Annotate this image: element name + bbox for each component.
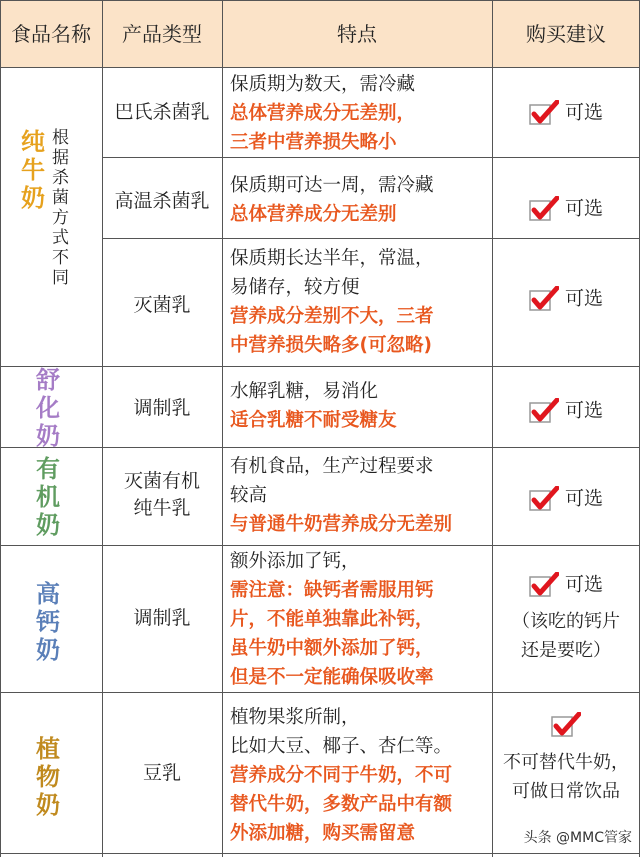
feature-line: 额外添加了钙，: [230, 551, 360, 572]
check-mark-icon: [529, 196, 559, 222]
feature-text: [230, 452, 492, 539]
row-divider: [102, 238, 640, 239]
feature-line: 较高: [230, 485, 268, 506]
note-char: 菌: [52, 188, 69, 208]
row-divider: [0, 853, 640, 854]
product-type: 豆乳: [142, 762, 181, 784]
check-mark-icon: [529, 286, 559, 312]
check-mark-icon: [529, 572, 559, 598]
feature-highlight: 中营养损失略多(可忽略): [230, 335, 432, 356]
feature-highlight: 虽牛奶中额外添加了钙，: [230, 638, 434, 659]
row-divider: [0, 0, 640, 1]
feature-line: 植物果浆所制，: [230, 707, 360, 728]
advice-label: 可选: [564, 399, 603, 422]
advice-cell: [492, 570, 640, 665]
advice-cell: [492, 396, 640, 425]
product-type: 巴氏杀菌乳: [114, 101, 210, 123]
feature-highlight: 营养成分不同于牛奶，不可: [230, 765, 453, 786]
feature-highlight: 营养成分差别不大，三者: [230, 306, 434, 327]
row-divider: [0, 67, 640, 68]
feature-highlight: 三者中营养损失略小: [230, 132, 397, 153]
note-char: 不: [52, 248, 69, 268]
category-char: 纯: [21, 128, 45, 156]
advice-label: 可选: [564, 287, 603, 310]
category-char: 有: [36, 455, 60, 483]
row-divider: [0, 447, 640, 448]
advice-note: 不可替代牛奶，: [503, 752, 629, 773]
advice-cell: [492, 284, 640, 313]
feature-text: [230, 70, 492, 157]
advice-label: 可选: [564, 573, 603, 596]
advice-cell: [492, 194, 640, 223]
feature-line: 有机食品，生产过程要求: [230, 456, 434, 477]
product-type: 高温杀菌乳: [114, 190, 210, 212]
feature-highlight: 需注意：缺钙者需服用钙: [230, 580, 434, 601]
category-char: 机: [36, 483, 60, 511]
category-char: 奶: [36, 636, 60, 664]
category-char: 植: [36, 735, 60, 763]
feature-line: 保质期可达一周，需冷藏: [230, 175, 434, 196]
note-char: 方: [52, 208, 69, 228]
category-char: 钙: [36, 608, 60, 636]
advice-label: 可选: [564, 197, 603, 220]
product-type-line: 纯牛乳: [133, 497, 191, 519]
feature-highlight: 片，不能单独靠此补钙，: [230, 609, 434, 630]
feature-highlight: 适合乳糖不耐受糖友: [230, 410, 397, 431]
product-type-line: 灭菌有机: [123, 470, 200, 492]
feature-text: [230, 547, 492, 692]
row-divider: [102, 157, 640, 158]
category-plant-milk: [33, 735, 63, 819]
row-divider: [0, 545, 640, 546]
category-high-calcium-milk: [33, 580, 63, 664]
category-char: 奶: [21, 184, 45, 212]
check-mark-icon: [529, 398, 559, 424]
advice-label: 可选: [564, 487, 603, 510]
column-divider: [222, 0, 223, 857]
column-divider: [0, 0, 1, 857]
feature-line: 保质期为数天，需冷藏: [230, 74, 416, 95]
product-type: 调制乳: [133, 397, 191, 419]
category-pure-milk: [18, 128, 48, 212]
feature-text: [230, 171, 492, 229]
column-divider: [102, 0, 103, 857]
watermark: 头条 @MMC管家: [523, 830, 632, 846]
advice-label: 可选: [564, 101, 603, 124]
advice-note: （该吃的钙片: [512, 610, 620, 632]
feature-text: [230, 244, 492, 360]
note-char: 据: [52, 148, 69, 168]
feature-highlight: 替代牛奶，多数产品中有额: [230, 794, 453, 815]
row-divider: [0, 366, 640, 367]
category-organic-milk: [33, 455, 63, 539]
category-char: 牛: [21, 156, 45, 184]
advice-note: 还是要吃）: [521, 639, 611, 661]
feature-line: 比如大豆、椰子、杏仁等。: [230, 736, 453, 757]
note-char: 根: [52, 128, 69, 148]
category-char: 奶: [36, 422, 60, 450]
category-char: 物: [36, 763, 60, 791]
category-lactose-free-milk: [33, 366, 63, 450]
note-char: 同: [52, 268, 69, 288]
category-char: 化: [36, 394, 60, 422]
feature-text: [230, 377, 492, 435]
feature-line: 水解乳糖，易消化: [230, 381, 379, 402]
check-mark-icon: [529, 486, 559, 512]
category-char: 舒: [36, 366, 60, 394]
category-char: 高: [36, 580, 60, 608]
category-note: [52, 128, 72, 288]
header-advice: 购买建议: [526, 22, 606, 46]
header-product-type: 产品类型: [122, 22, 202, 46]
feature-text: [230, 703, 492, 848]
header-food-name: 食品名称: [11, 22, 91, 46]
check-mark-icon: [529, 100, 559, 126]
check-mark-icon: [551, 712, 581, 738]
feature-highlight: 与普通牛奶营养成分无差别: [230, 514, 453, 535]
advice-cell: [492, 484, 640, 513]
product-type: 灭菌乳: [133, 294, 191, 316]
header-features: 特点: [337, 22, 377, 46]
feature-highlight: 但是不一定能确保吸收率: [230, 667, 434, 688]
feature-highlight: 总体营养成分无差别: [230, 204, 397, 225]
product-type: [104, 468, 220, 522]
feature-highlight: 外添加糖，购买需留意: [230, 823, 416, 844]
feature-line: 易储存，较方便: [230, 277, 360, 298]
category-char: 奶: [36, 791, 60, 819]
row-divider: [0, 692, 640, 693]
product-type: 调制乳: [133, 607, 191, 629]
category-char: 奶: [36, 511, 60, 539]
feature-highlight: 总体营养成分无差别，: [230, 103, 416, 124]
advice-note: 可做日常饮品: [512, 781, 620, 802]
advice-cell: [492, 710, 640, 806]
advice-cell: [492, 98, 640, 127]
feature-line: 保质期长达半年，常温，: [230, 248, 434, 269]
note-char: 杀: [52, 168, 69, 188]
note-char: 式: [52, 228, 69, 248]
